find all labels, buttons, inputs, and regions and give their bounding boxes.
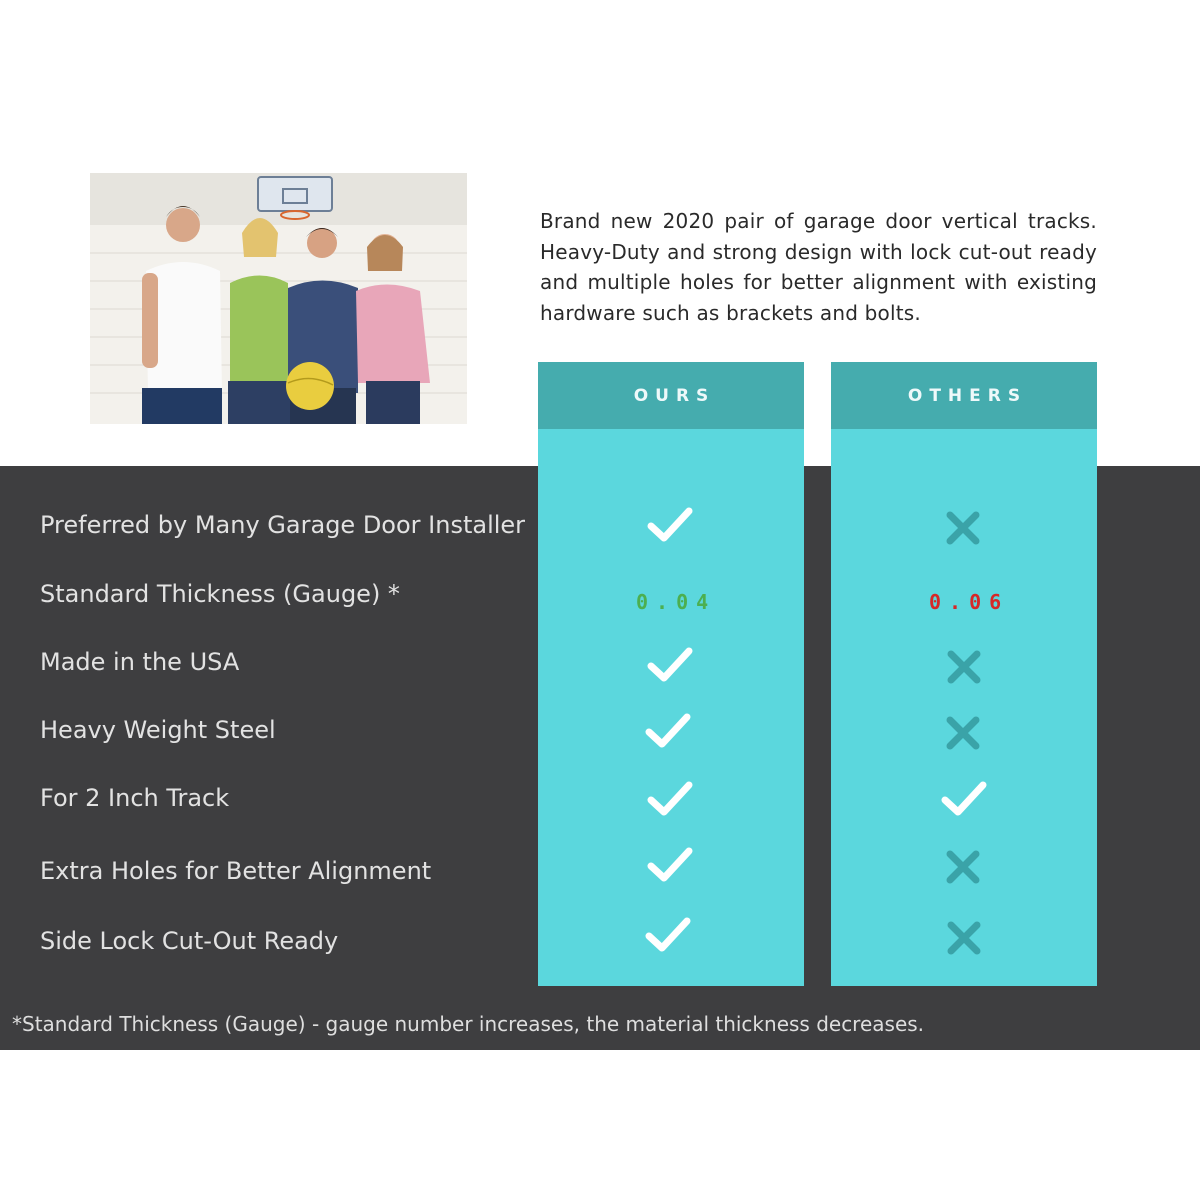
others-gauge-value: 0.06 [929, 590, 1010, 614]
check-icon [638, 910, 698, 960]
check-icon [638, 706, 698, 756]
check-icon [934, 774, 994, 824]
ours-column-header: OURS [538, 362, 804, 429]
ours-gauge-value: 0.04 [636, 590, 717, 614]
family-photo [90, 173, 467, 424]
product-description: Brand new 2020 pair of garage door vertical tracks. Heavy-Duty and strong design with lock cut-out ready and multiple holes for better alignment with existing hardware such as brackets and bolts. [540, 209, 1097, 325]
row-label-thickness: Standard Thickness (Gauge) * [40, 580, 400, 608]
footnote: *Standard Thickness (Gauge) - gauge number increases, the material thickness decreases. [12, 1012, 925, 1036]
cross-icon [934, 642, 994, 692]
row-label-heavy-steel: Heavy Weight Steel [40, 716, 276, 744]
check-icon [640, 500, 700, 550]
row-label-side-lock: Side Lock Cut-Out Ready [40, 927, 339, 955]
cross-icon [933, 708, 993, 758]
row-label-extra-holes: Extra Holes for Better Alignment [40, 857, 432, 885]
check-icon [640, 774, 700, 824]
row-label-made-in-usa: Made in the USA [40, 648, 240, 676]
cross-icon [934, 913, 994, 963]
check-icon [640, 840, 700, 890]
check-icon [640, 640, 700, 690]
cross-icon [933, 842, 993, 892]
row-label-2-inch-track: For 2 Inch Track [40, 784, 230, 812]
others-column-header: OTHERS [831, 362, 1097, 429]
row-label-preferred: Preferred by Many Garage Door Installer [40, 511, 526, 539]
cross-icon [933, 503, 993, 553]
